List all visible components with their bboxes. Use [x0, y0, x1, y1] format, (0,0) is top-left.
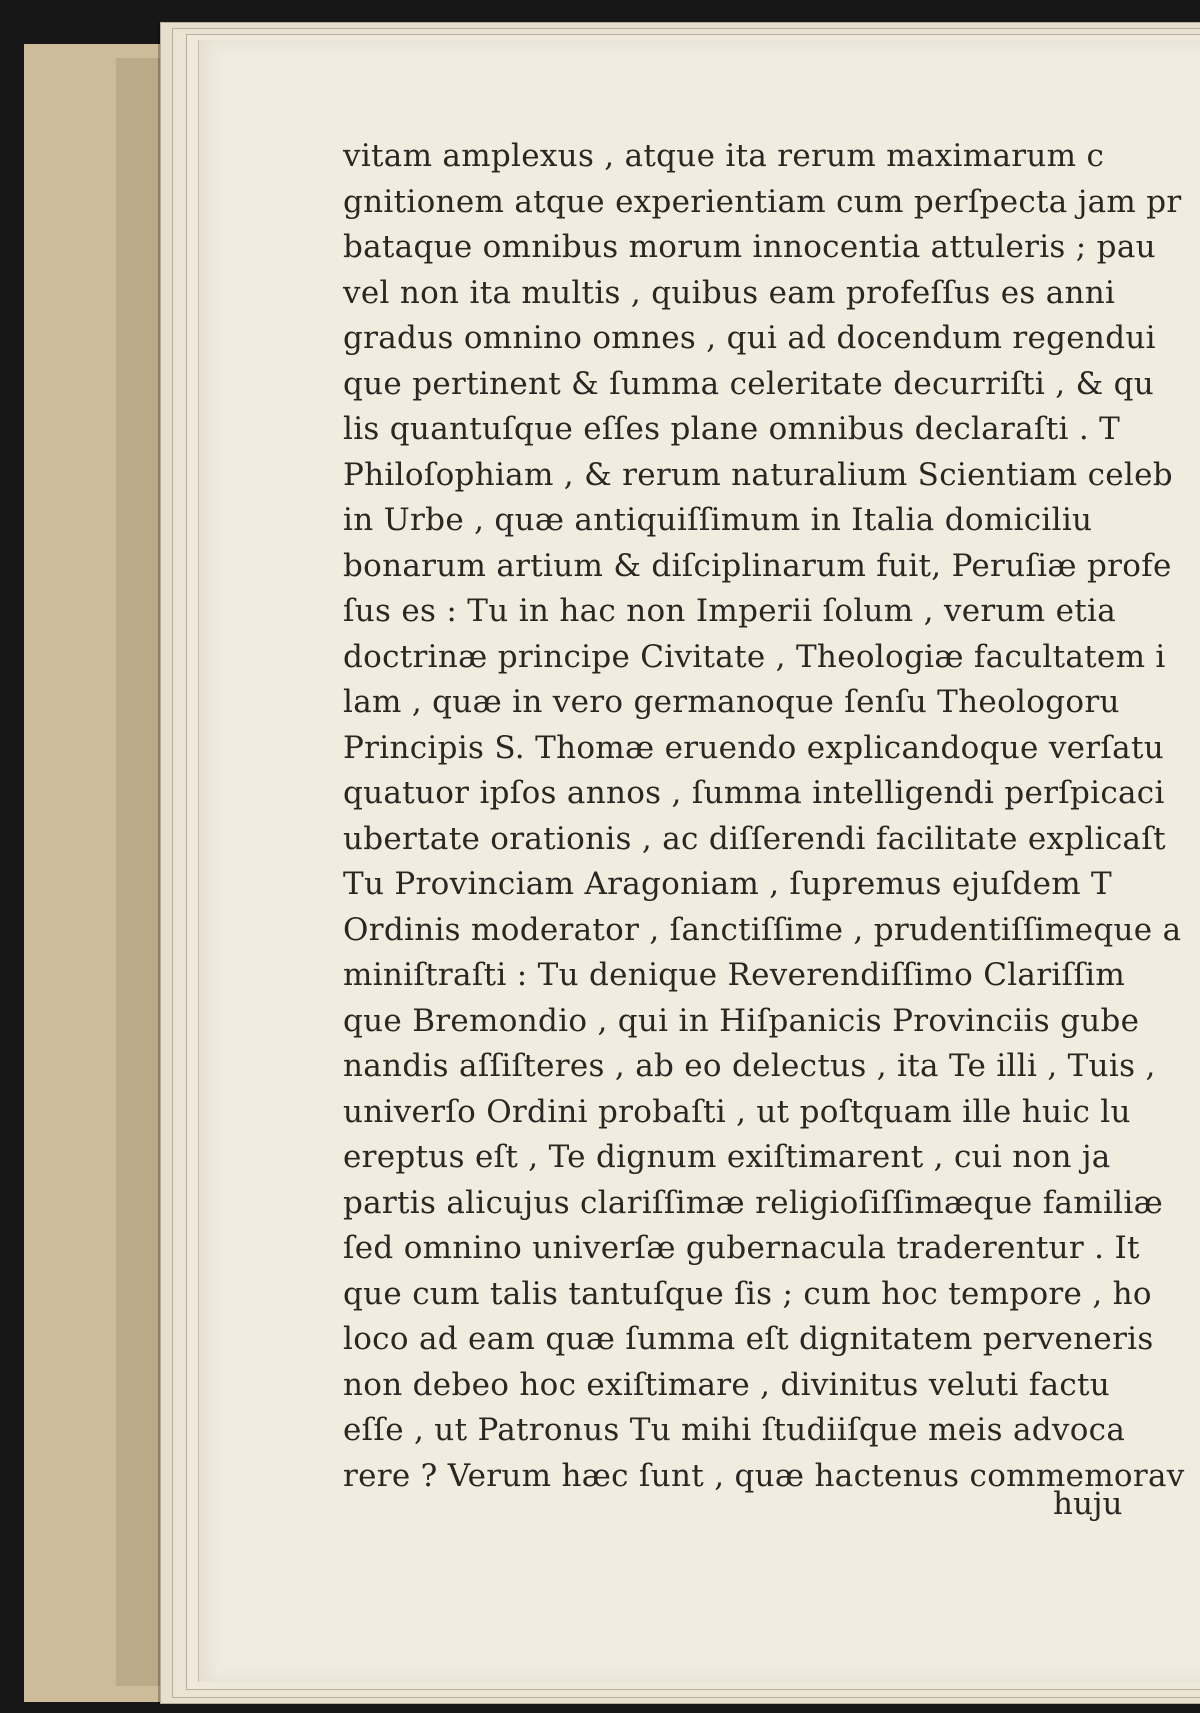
- text-line: in Urbe , quæ antiquiſſimum in Italia domiciliu: [343, 502, 1093, 538]
- text-line: que pertinent & ſumma celeritate decurriſti , & qu: [343, 365, 1155, 402]
- text-line: doctrinæ principe Civitate , Theologiæ facultatem i: [343, 638, 1166, 675]
- text-line: lis quantuſque eſſes plane omnibus declaraſti . T: [343, 411, 1121, 447]
- text-line: gradus omnino omnes , qui ad docendum regendui: [343, 320, 1156, 356]
- document-page: [198, 40, 1200, 1682]
- text-line: quatuor ipſos annos , ſumma intelligendi perſpicaci: [343, 775, 1165, 811]
- text-line: ubertate orationis , ac diſſerendi facilitate explicaſt: [343, 820, 1166, 857]
- text-line: ereptus eſt , Te dignum exiſtimarent , cui non ja: [343, 1139, 1111, 1175]
- text-line: nandis aſſiſteres , ab eo delectus , ita Te illi , Tuis ,: [343, 1048, 1156, 1084]
- text-line: non debeo hoc exiſtimare , divinitus veluti factu: [343, 1366, 1111, 1403]
- text-line: ſus es : Tu in hac non Imperii ſolum , verum etia: [343, 593, 1117, 629]
- text-line: Tu Provinciam Aragoniam , ſupremus ejuſdem T: [343, 866, 1113, 902]
- text-line: gnitionem atque experientiam cum perſpecta jam pr: [343, 183, 1182, 220]
- text-line: que Bremondio , qui in Hiſpanicis Provinciis gube: [343, 1002, 1140, 1039]
- show-through-text: [339, 88, 1039, 118]
- text-line: loco ad eam quæ ſumma eſt dignitatem perveneris: [343, 1321, 1154, 1357]
- text-line: univerſo Ordini probaſti , ut poſtquam ille huic lu: [343, 1093, 1131, 1130]
- text-line: vitam amplexus , atque ita rerum maximarum c: [343, 138, 1105, 174]
- body-text: [343, 134, 1200, 1499]
- catchword: huju: [1053, 1486, 1123, 1522]
- text-line: miniſtraſti : Tu denique Reverendiſſimo Clariſſim: [343, 957, 1126, 993]
- text-line: Ordinis moderator , ſanctiſſime , prudentiſſimeque a: [343, 911, 1182, 948]
- text-line: Philoſophiam , & rerum naturalium Scientiam celeb: [343, 456, 1173, 493]
- text-line: bonarum artium & diſciplinarum fuit, Peruſiæ profe: [343, 547, 1172, 584]
- text-line: rere ? Verum hæc ſunt , quæ hactenus commemorav: [343, 1457, 1185, 1494]
- text-line: vel non ita multis , quibus eam profeſſus es anni: [343, 274, 1116, 311]
- text-line: que cum talis tantuſque ſis ; cum hoc tempore , ho: [343, 1275, 1152, 1312]
- text-line: bataque omnibus morum innocentia attuleris ; pau: [343, 229, 1156, 265]
- text-line: eſſe , ut Patronus Tu mihi ſtudiiſque meis advoca: [343, 1412, 1126, 1448]
- text-line: lam , quæ in vero germanoque ſenſu Theologoru: [343, 684, 1120, 720]
- text-line: Principis S. Thomæ eruendo explicandoque verſatu: [343, 729, 1164, 766]
- text-line: partis alicujus clariſſimæ religioſiſſimæque familiæ: [343, 1184, 1164, 1221]
- text-line: ſed omnino univerſæ gubernacula traderentur . It: [343, 1230, 1140, 1266]
